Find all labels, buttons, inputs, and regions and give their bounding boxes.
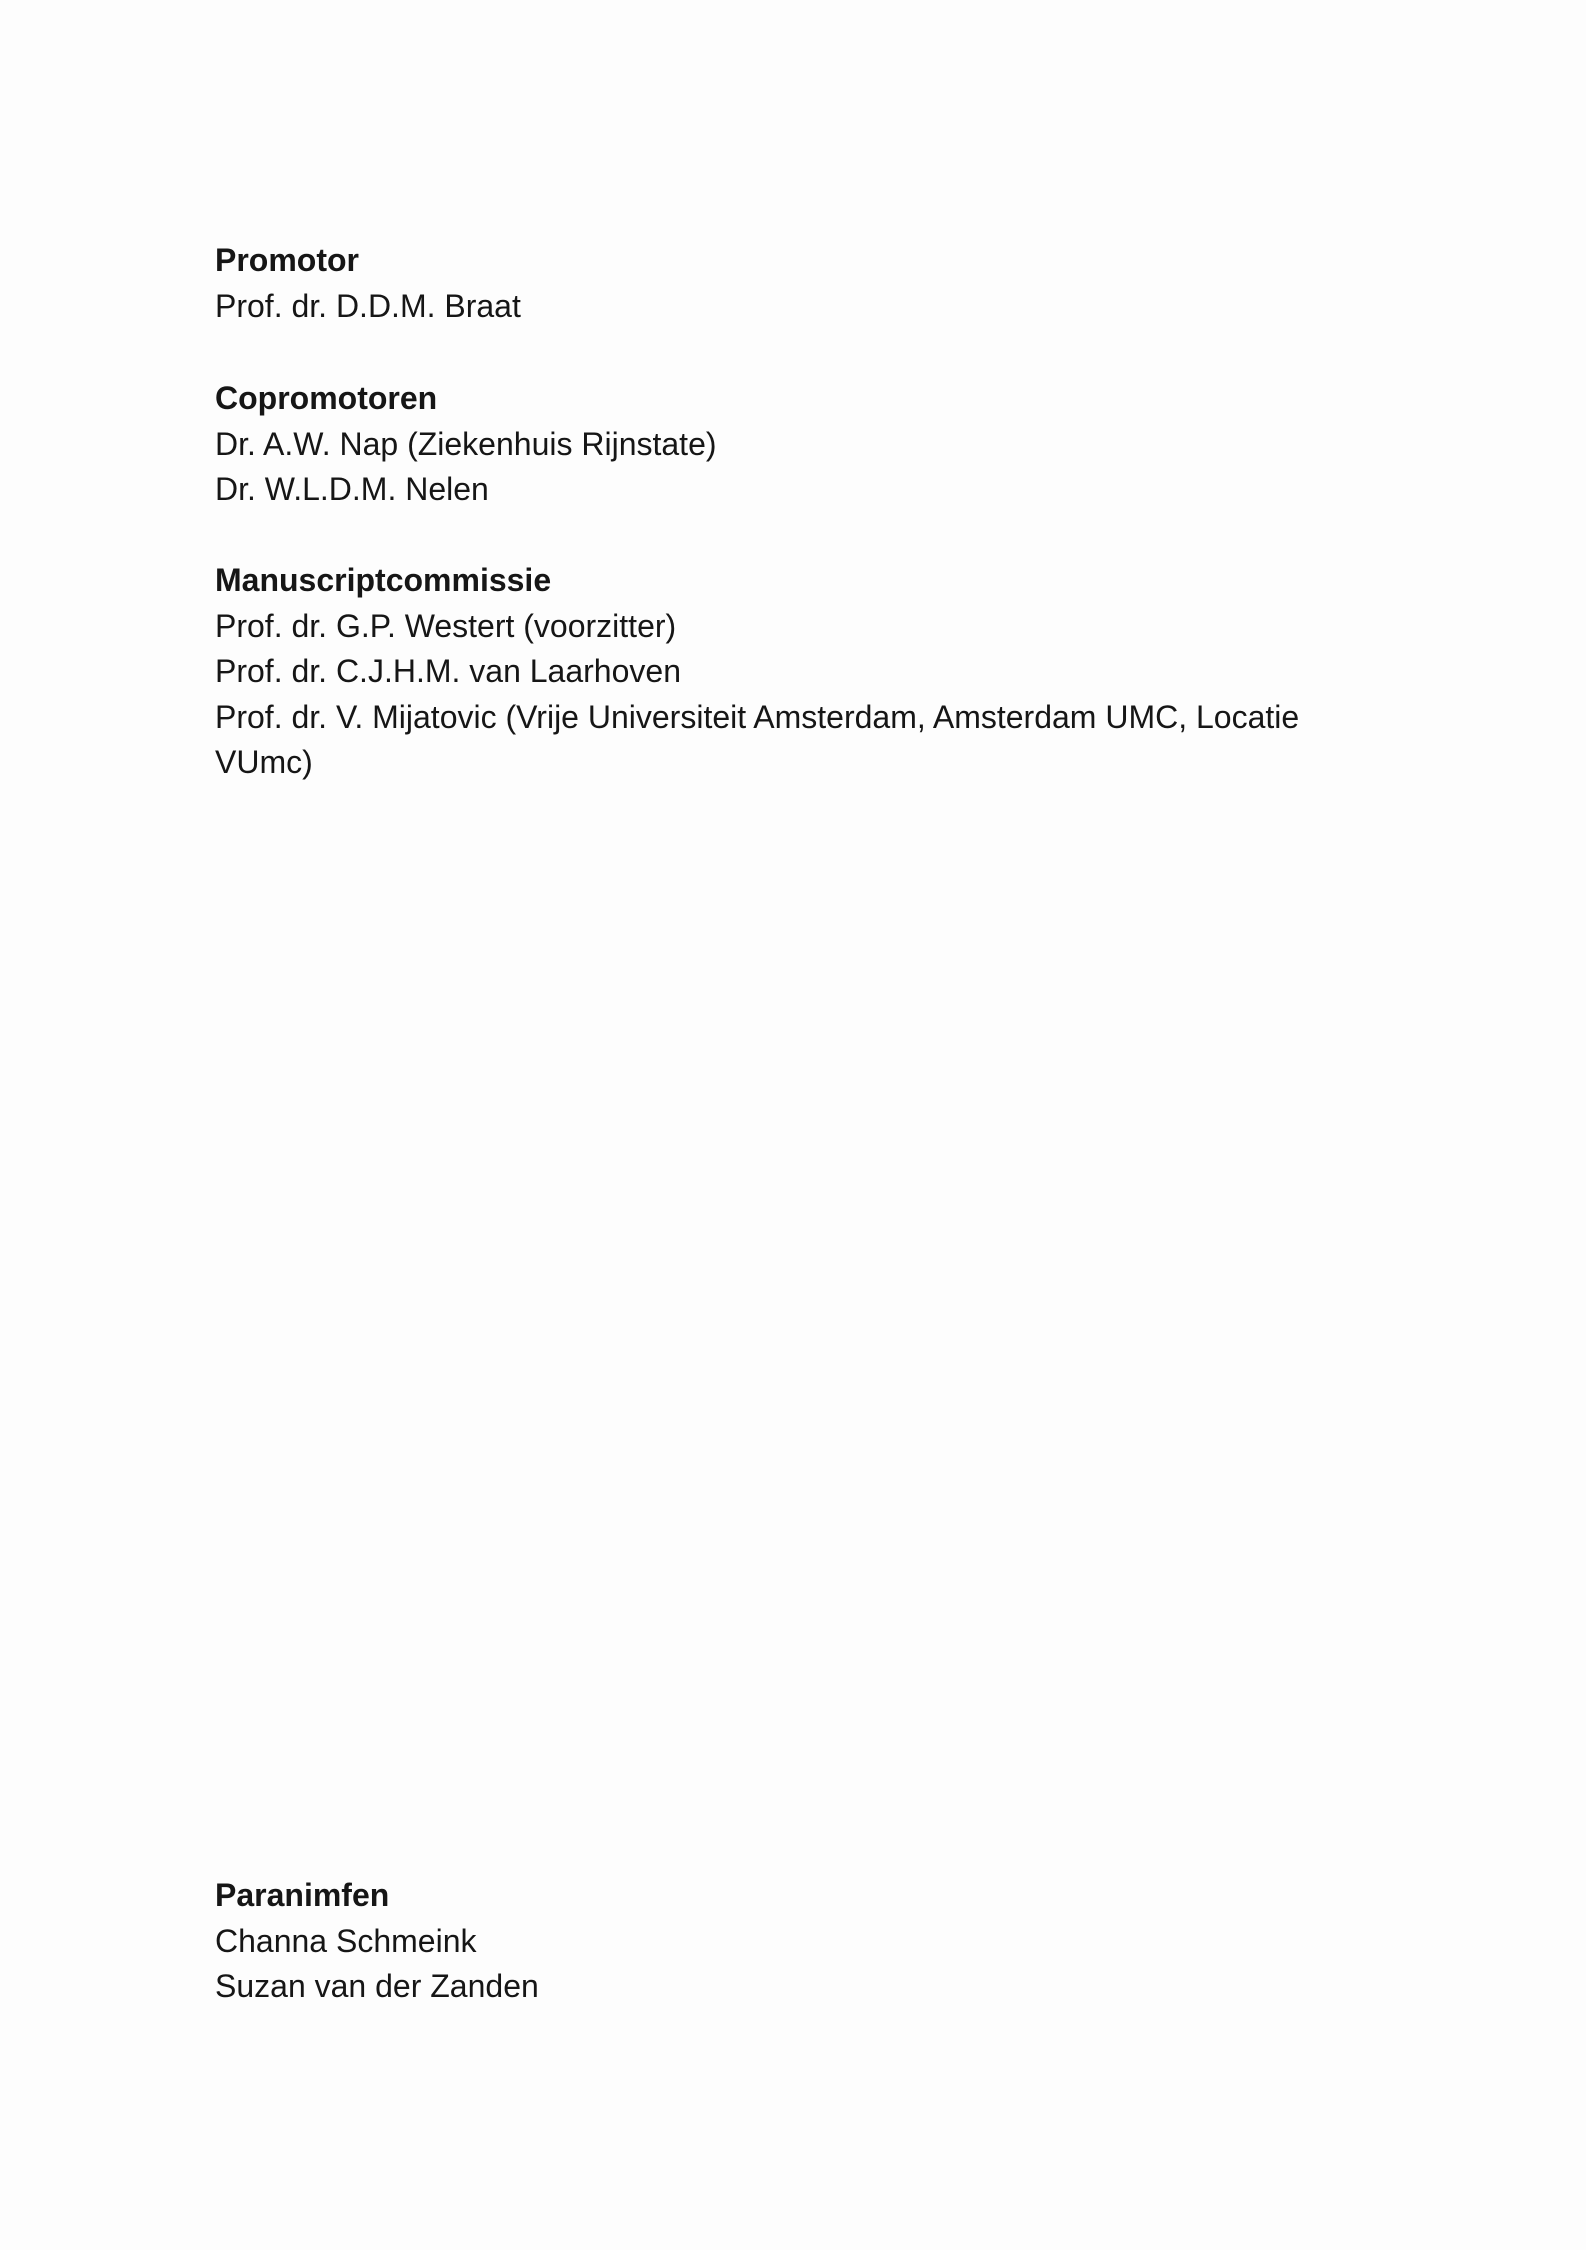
copromotoren-section xyxy=(215,376,1395,513)
copromotor-name: Dr. A.W. Nap (Ziekenhuis Rijnstate) xyxy=(215,425,717,462)
copromotor-name: Dr. W.L.D.M. Nelen xyxy=(215,471,489,507)
manuscriptcommissie-section xyxy=(215,558,1395,786)
manuscriptcommissie-heading: Manuscriptcommissie xyxy=(215,562,552,598)
paranimfen-section xyxy=(215,1873,1395,2010)
paranimfen-heading: Paranimfen xyxy=(215,1877,390,1913)
promotor-heading: Promotor xyxy=(215,242,359,278)
promotor-section xyxy=(215,238,1395,329)
paranimf-name: Suzan van der Zanden xyxy=(215,1968,539,2004)
paranimf-name: Channa Schmeink xyxy=(215,1922,477,1959)
promotor-name: Prof. dr. D.D.M. Braat xyxy=(215,287,521,324)
commissie-member: Prof. dr. G.P. Westert (voorzitter) xyxy=(215,607,677,644)
commissie-member: Prof. dr. C.J.H.M. van Laarhoven xyxy=(215,653,681,689)
copromotoren-heading: Copromotoren xyxy=(215,380,438,416)
commissie-member: Prof. dr. V. Mijatovic (Vrije Universiteit Amsterdam, Amsterdam UMC, Locatie VUmc) xyxy=(215,698,1300,780)
